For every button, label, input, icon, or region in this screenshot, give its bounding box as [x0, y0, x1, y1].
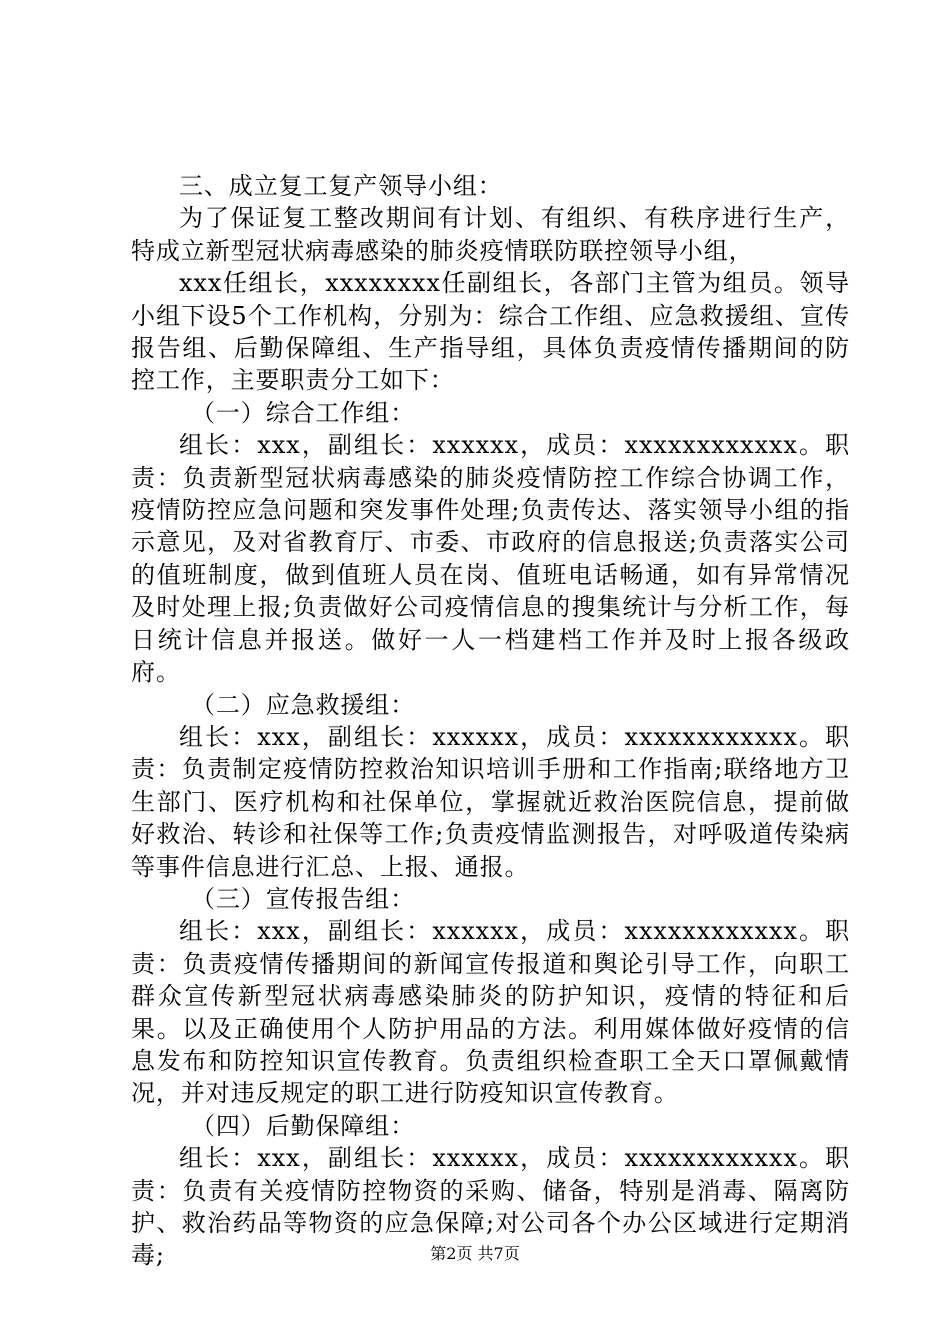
document-body	[131, 170, 850, 1272]
body-paragraph: 组长：xxx，副组长：xxxxxx，成员：xxxxxxxxxxxx。职责：负责有关疫情防控物资的采购、储备，特别是消毒、隔离防护、救治药品等物资的应急保障;对公司各个办公区域进行定期消毒;	[131, 1144, 850, 1270]
section-heading: 三、成立复工复产领导小组：	[179, 172, 503, 200]
subsection-heading: （四）后勤保障组：	[191, 1111, 416, 1140]
body-paragraph: xxx任组长，xxxxxxxx任副组长，各部门主管为组员。领导小组下设5个工作机构，分别为：综合工作组、应急救援组、宣传报告组、后勤保障组、生产指导组，具体负责疫情传播期间的防控工作，主要职责分工如下：	[131, 269, 850, 395]
subsection-heading: （一）综合工作组：	[191, 398, 416, 427]
body-paragraph: 组长：xxx，副组长：xxxxxx，成员：xxxxxxxxxxxx。职责：负责疫情传播期间的新闻宣传报道和舆论引导工作，向职工群众宣传新型冠状病毒感染肺炎的防护知识，疫情的特征和后果。以及正确使用个人防护用品的方法。利用媒体做好疫情的信息发布和防控知识宣传教育。负责组织检查职工全天口罩佩戴情况，并对违反规定的职工进行防疫知识宣传教育。	[131, 917, 850, 1108]
body-paragraph: 组长：xxx，副组长：xxxxxx，成员：xxxxxxxxxxxx。职责：负责新型冠状病毒感染的肺炎疫情防控工作综合协调工作，疫情防控应急问题和突发事件处理;负责传达、落实领导小组的指示意见，及对省教育厅、市委、市政府的信息报送;负责落实公司的值班制度，做到值班人员在岗、值班电话畅通，如有异常情况及时处理上报;负责做好公司疫情信息的搜集统计与分析工作，每日统计信息并报送。做好一人一档建档工作并及时上报各级政府。	[131, 431, 850, 687]
page-number-footer: 第2页 共7页	[430, 1244, 520, 1263]
subsection-heading: （二）应急救援组：	[191, 690, 416, 719]
body-paragraph: 为了保证复工整改期间有计划、有组织、有秩序进行生产，特成立新型冠状病毒感染的肺炎疫情联防联控领导小组，	[131, 204, 850, 265]
body-paragraph: 组长：xxx，副组长：xxxxxx，成员：xxxxxxxxxxxx。职责：负责制定疫情防控救治知识培训手册和工作指南;联络地方卫生部门、医疗机构和社保单位，掌握就近救治医院信息，提前做好救治、转诊和社保等工作;负责疫情监测报告，对呼吸道传染病等事件信息进行汇总、上报、通报。	[131, 722, 850, 881]
subsection-heading: （三）宣传报告组：	[191, 884, 416, 913]
